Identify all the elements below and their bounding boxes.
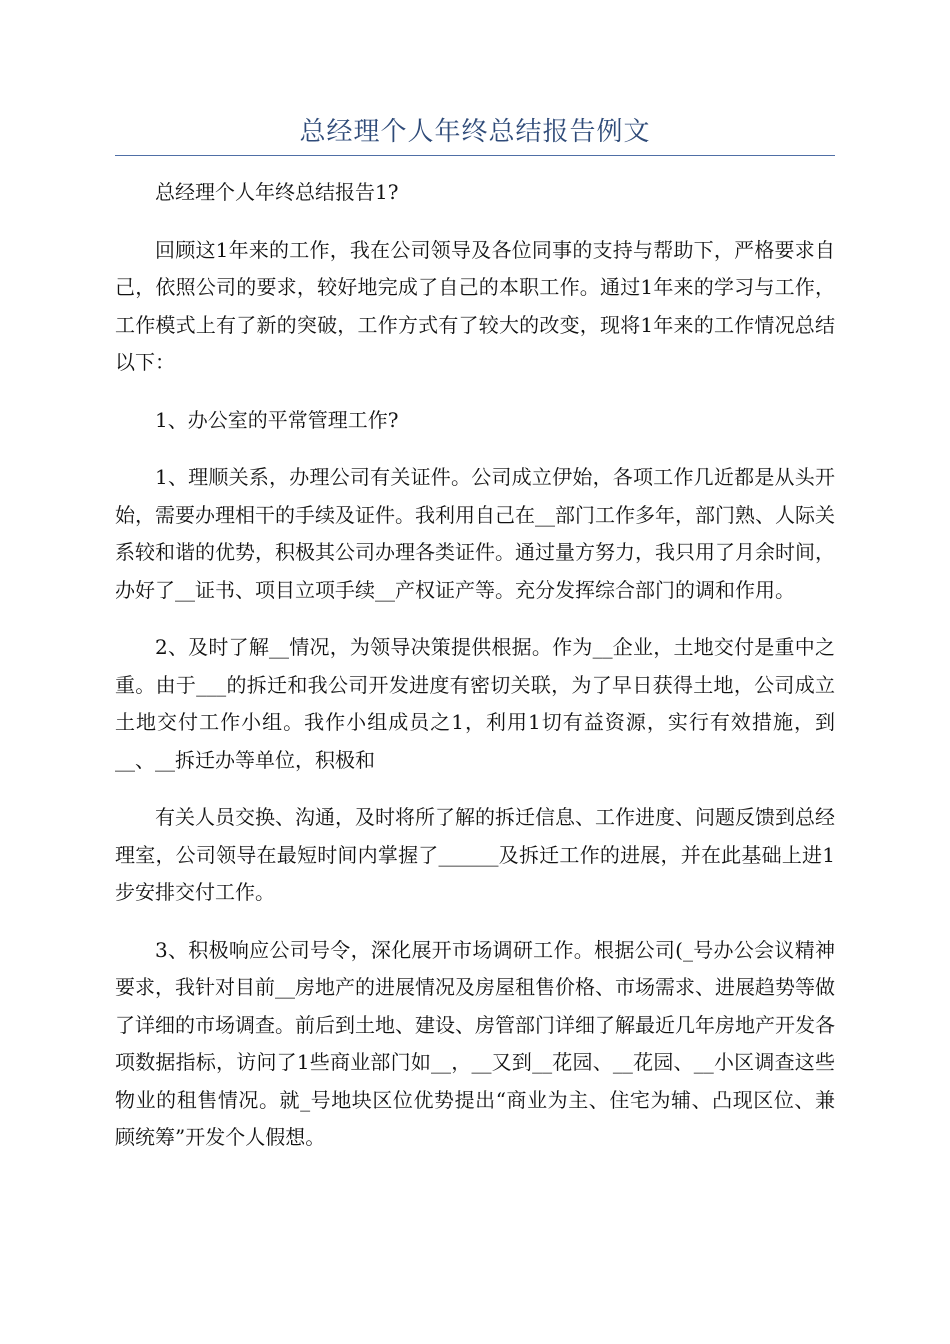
title-underline (115, 155, 835, 156)
paragraph-report-heading: 总经理个人年终总结报告1? (155, 180, 399, 204)
paragraph-review-intro: 回顾这1年来的工作，我在公司领导及各位同事的支持与帮助下，严格要求自己，依照公司的要求，较好地完成了自己的本职工作。通过1年来的学习与工作，工作模式上有了新的突破，工作方式有了较大的改变，现将1年来的工作情况总结以下： (115, 237, 835, 374)
document-title: 总经理个人年终总结报告例文 (299, 117, 651, 147)
paragraph-section-heading: 1、办公室的平常管理工作? (155, 407, 399, 432)
document-body (115, 174, 835, 1177)
paragraph-item-2-continued: 有关人员交换、沟通，及时将所了解的拆迁信息、工作进度、问题反馈到总经理室，公司领导在最短时间内掌握了______及拆迁工作的进展，并在此基础上进1步安排交付工作。 (115, 805, 835, 904)
paragraph-item-1: 1、理顺关系，办理公司有关证件。公司成立伊始，各项工作几近都是从头开始，需要办理相干的手续及证件。我利用自己在__部门工作多年，部门熟、人际关系较和谐的优势，积极其公司办理各类证件。通过量方努力，我只用了月余时间，办好了__证书、项目立项手续__产权证产等。充分发挥综合部门的调和作用。 (115, 465, 835, 602)
paragraph-item-3: 3、积极响应公司号令，深化展开市场调研工作。根据公司(_号办公会议精神要求，我针对目前__房地产的进展情况及房屋租售价格、市场需求、进展趋势等做了详细的市场调查。前后到土地、建设、房管部门详细了解最近几年房地产开发各项数据指标，访问了1些商业部门如__，__又到__花园、__花园、__小区调查这些物业的租售情况。就_号地块区位优势提出“商业为主、住宅为辅、凸现区位、兼顾统筹”开发个人假想。 (115, 937, 835, 1149)
paragraph-item-2: 2、及时了解__情况，为领导决策提供根据。作为__企业，土地交付是重中之重。由于___的拆迁和我公司开发进度有密切关联，为了早日获得土地，公司成立土地交付工作小组。我作小组成员之1，利用1切有益资源，实行有效措施，到__、__拆迁办等单位，积极和 (115, 635, 835, 772)
